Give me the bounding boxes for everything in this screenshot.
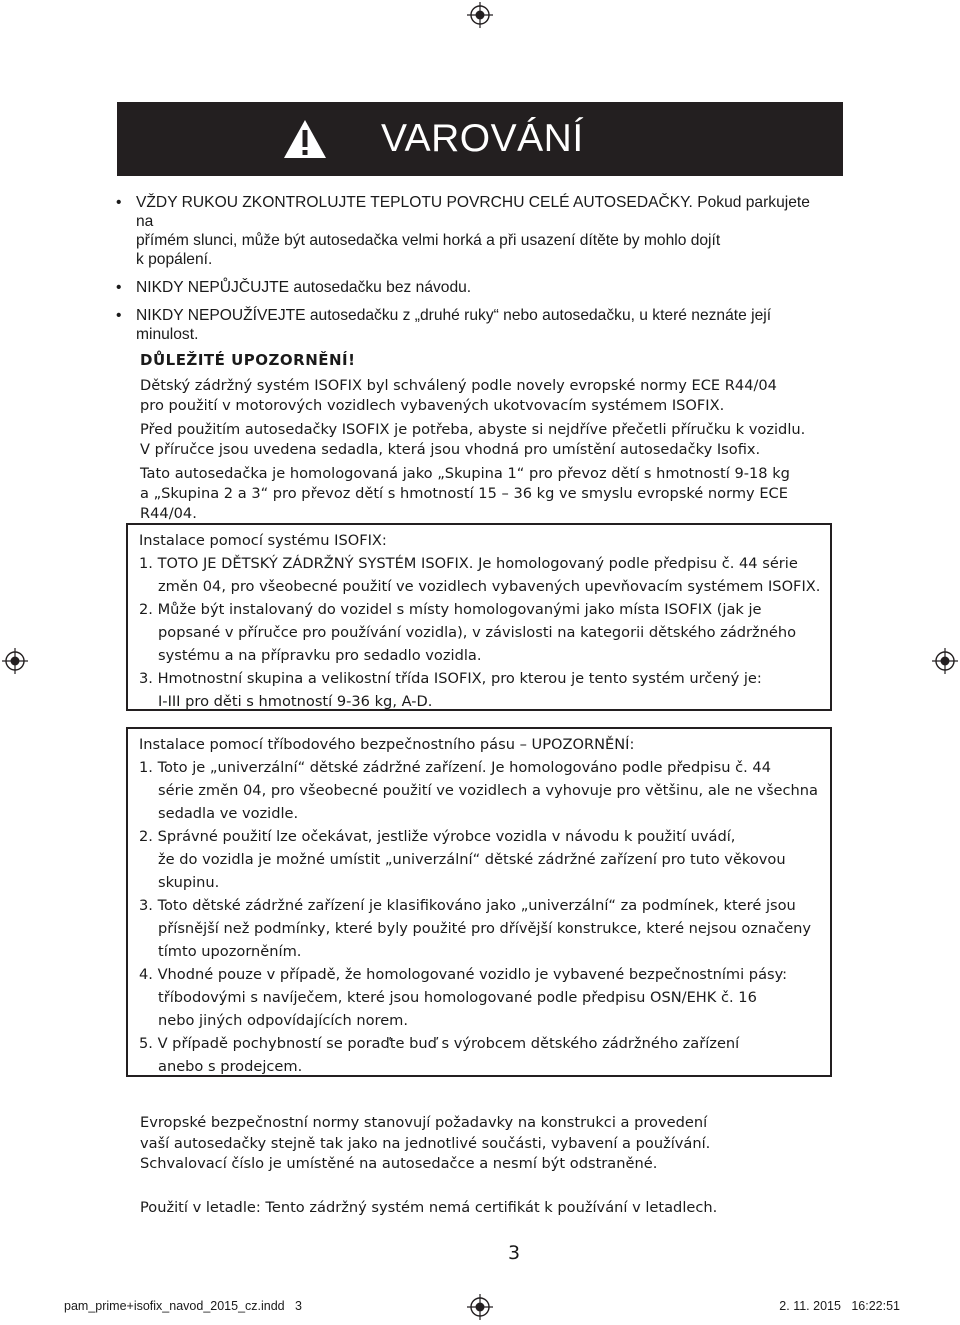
list-item: 1. TOTO JE DĚTSKÝ ZÁDRŽNÝ SYSTÉM ISOFIX. Je homologovaný podle předpisu č. 44 série změn 04, pro všeobecné použití ve vozidlech vybavených upevňovacím systémem ISOFIX. xyxy=(139,555,821,595)
isofix-installation-box xyxy=(126,523,832,711)
warning-triangle-icon xyxy=(282,118,328,160)
box-title: Instalace pomocí tříbodového bezpečnostního pásu – UPOZORNĚNÍ: xyxy=(139,736,635,753)
registration-mark-icon xyxy=(467,1294,493,1320)
paragraph: Dětský zádržný systém ISOFIX byl schválený podle novely evropské normy ECE R44/04 pro použití v motorových vozidlech vybavených ukotvovacím systémem ISOFIX. xyxy=(140,377,777,414)
page-number: 3 xyxy=(507,1242,521,1264)
footer-filename: pam_prime+isofix_navod_2015_cz.indd 3 xyxy=(64,1299,303,1313)
belt-installation-box xyxy=(126,727,832,1077)
list-item: 3. Hmotnostní skupina a velikostní třída ISOFIX, pro kterou je tento systém určený je: I-III pro děti s hmotností 9-36 kg, A-D. xyxy=(139,670,762,710)
list-item: • VŽDY RUKOU ZKONTROLUJTE TEPLOTU POVRCHU CELÉ AUTOSEDAČKY. Pokud parkujete na přímém slunci, může být autosedačka velmi horká a při usazení dítěte by mohlo dojít k popálení. xyxy=(116,194,810,268)
list-item: 1. Toto je „univerzální“ dětské zádržné zařízení. Je homologováno podle předpisu č. 44 série změn 04, pro všeobecné použití ve vozidlech a vyhovuje pro většinu, ale ne všechna sedadla ve vozidle. xyxy=(139,759,818,822)
list-item: 4. Vhodné pouze v případě, že homologované vozidlo je vybavené bezpečnostními pásy: tříbodovými s navíječem, které jsou homologované podle předpisu OSN/EHK č. 16 nebo jiných odpovídajících norem. xyxy=(139,966,788,1029)
list-item: 5. V případě pochybností se poraďte buď s výrobcem dětského zádržného zařízení anebo s prodejcem. xyxy=(139,1035,740,1075)
registration-mark-icon xyxy=(2,648,28,674)
aircraft-note: Použití v letadle: Tento zádržný systém nemá certifikát k používání v letadlech. xyxy=(140,1199,718,1216)
important-notice xyxy=(140,350,820,528)
list-item: • NIKDY NEPŮJČUJTE autosedačku bez návodu. xyxy=(116,279,472,296)
registration-mark-icon xyxy=(467,2,493,28)
banner-title: VAROVÁNÍ xyxy=(381,117,584,160)
paragraph: Před použitím autosedačky ISOFIX je potřeba, abyste si nejdříve přečetli příručku k vozidlu. V příručce jsou uvedena sedadla, která jsou vhodná pro umístění autosedačky Isofix. xyxy=(140,421,806,458)
standards-note: Evropské bezpečnostní normy stanovují požadavky na konstrukci a provedení vaší autosedačky stejně tak jako na jednotlivé součásti, vybavení a používání. Schvalovací číslo je umístěné na autosedačce a nesmí být odstraněné. xyxy=(140,1114,711,1172)
warning-banner xyxy=(117,102,843,176)
list-item: • NIKDY NEPOUŽÍVEJTE autosedačku z „druhé ruky“ nebo autosedačku, u které neznáte její minulost. xyxy=(116,307,772,343)
important-heading: DŮLEŽITÉ UPOZORNĚNÍ! xyxy=(140,351,356,369)
registration-mark-icon xyxy=(932,648,958,674)
warning-bullet-list xyxy=(116,193,826,353)
paragraph: Tato autosedačka je homologovaná jako „Skupina 1“ pro převoz dětí s hmotností 9-18 kg a „Skupina 2 a 3“ pro převoz dětí s hmotností 15 – 36 kg ve smyslu evropské normy ECE R44/04. xyxy=(140,465,790,522)
list-item: 2. Správné použití lze očekávat, jestliže výrobce vozidla v návodu k použití uvádí, že do vozidla je možné umístit „univerzální“ dětské zádržné zařízení pro tuto věkovou skupinu. xyxy=(139,828,786,891)
list-item: 3. Toto dětské zádržné zařízení je klasifikováno jako „univerzální“ za podmínek, které jsou přísnější než podmínky, které byly použité pro dřívější konstrukce, které nejsou označeny tímto upozorněním. xyxy=(139,897,812,960)
footer-timestamp: 2. 11. 2015 16:22:51 xyxy=(779,1299,900,1313)
box-title: Instalace pomocí systému ISOFIX: xyxy=(139,532,387,549)
list-item: 2. Může být instalovaný do vozidel s místy homologovanými jako místa ISOFIX (jak je popsané v příručce pro používání vozidla), v závislosti na kategorii dětského zádržného systému a na přípravku pro sedadlo vozidla. xyxy=(139,601,797,664)
